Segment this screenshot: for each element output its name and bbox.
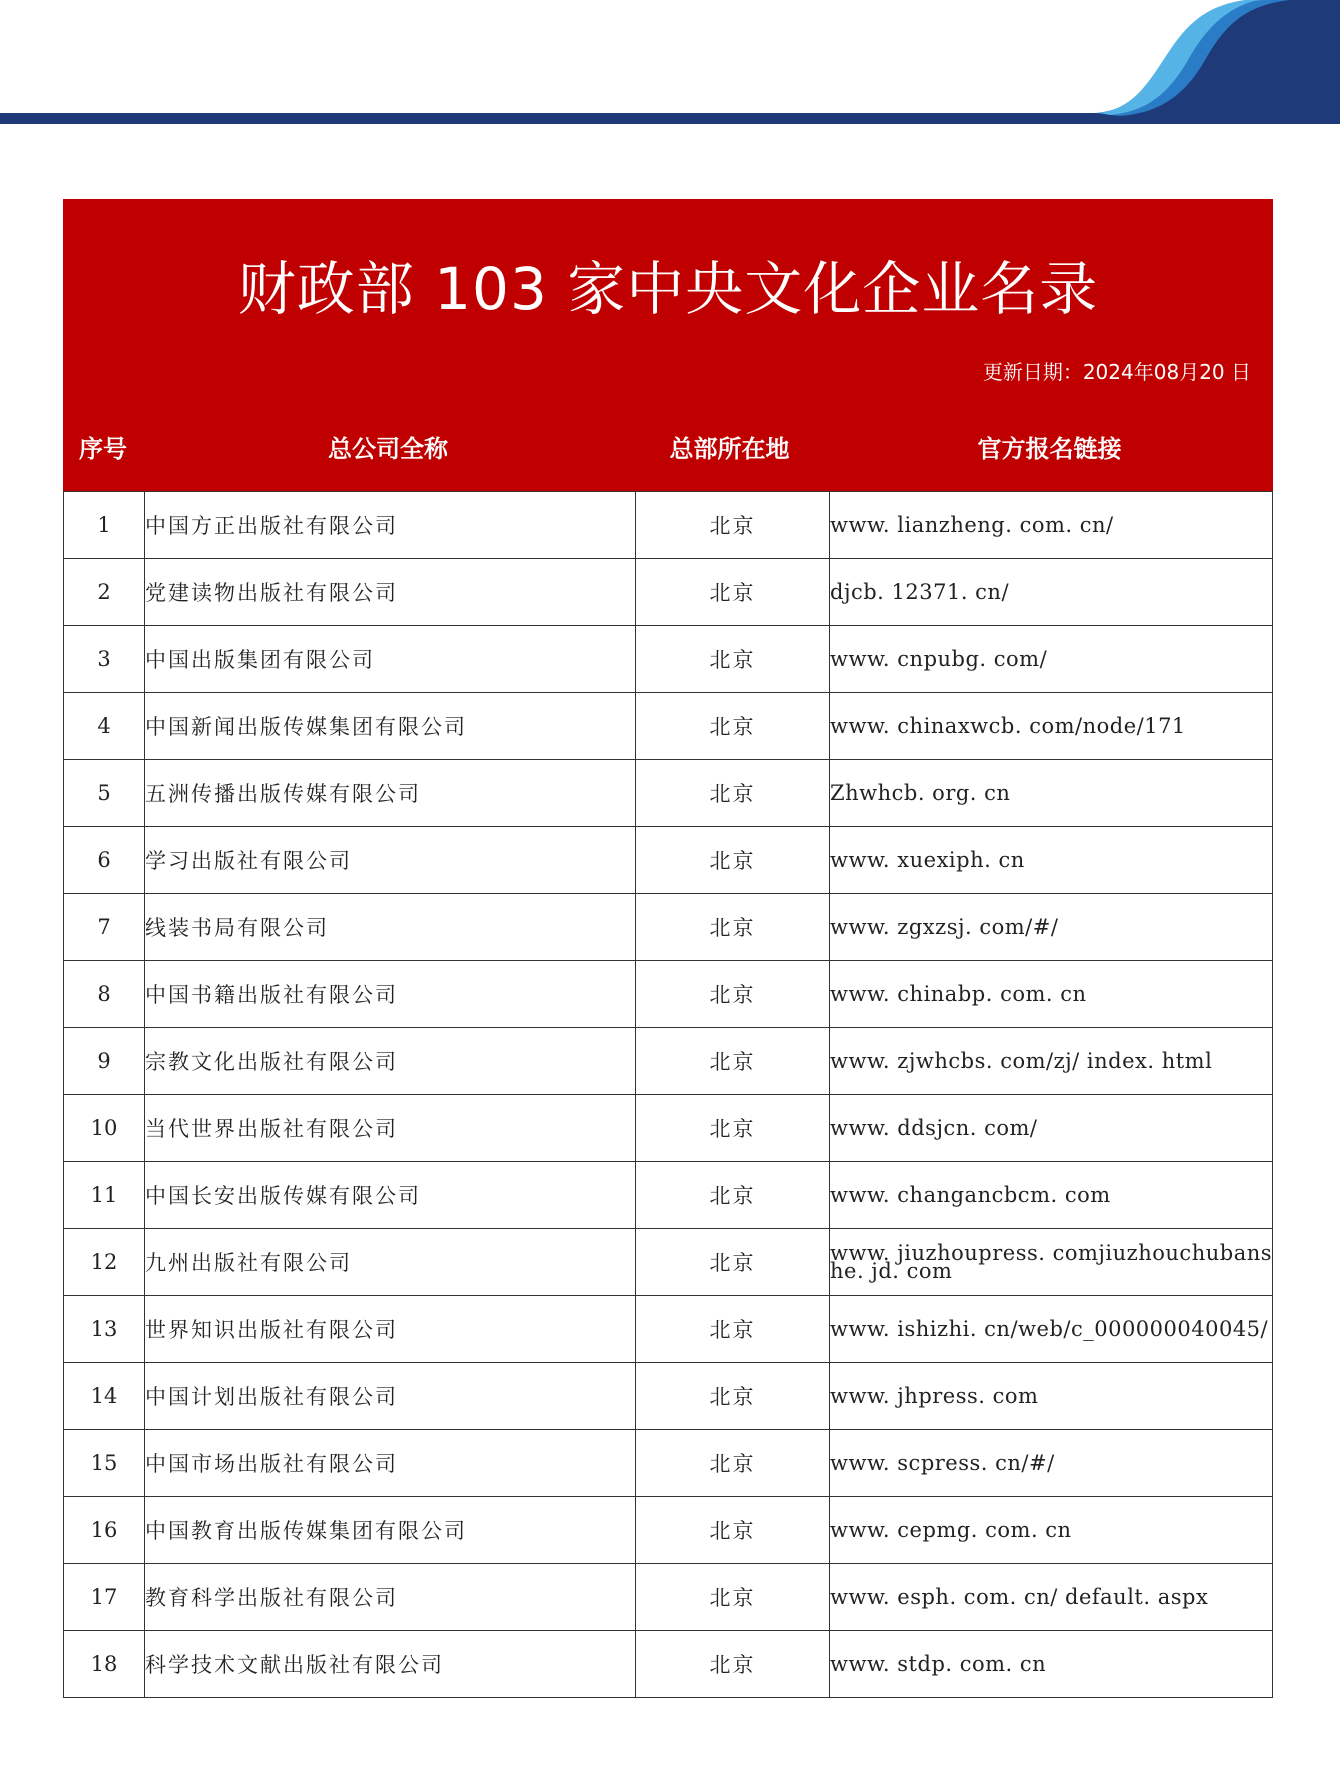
- headquarters-location: 北京: [636, 827, 830, 894]
- company-table: [63, 491, 1273, 1698]
- table-row: [64, 626, 1273, 693]
- document-title: 财政部 103 家中央文化企业名录: [237, 255, 1099, 323]
- row-index: 9: [64, 1028, 145, 1095]
- day-unit: 日: [1231, 360, 1251, 384]
- company-name: 当代世界出版社有限公司: [145, 1095, 636, 1162]
- table-row: [64, 961, 1273, 1028]
- row-index: 7: [64, 894, 145, 961]
- registration-link[interactable]: Zhwhcb. org. cn: [830, 760, 1273, 827]
- row-index: 12: [64, 1229, 145, 1296]
- company-name: 中国出版集团有限公司: [145, 626, 636, 693]
- table-row: [64, 559, 1273, 626]
- row-index: 18: [64, 1631, 145, 1698]
- headquarters-location: 北京: [636, 1028, 830, 1095]
- headquarters-location: 北京: [636, 559, 830, 626]
- update-year: 2024: [1082, 360, 1134, 384]
- table-row: [64, 1229, 1273, 1296]
- header-block: [63, 199, 1273, 491]
- registration-link[interactable]: www. cepmg. com. cn: [830, 1497, 1273, 1564]
- headquarters-location: 北京: [636, 1430, 830, 1497]
- company-name: 中国教育出版传媒集团有限公司: [145, 1497, 636, 1564]
- registration-link[interactable]: www. zjwhcbs. com/zj/ index. html: [830, 1028, 1273, 1095]
- headquarters-location: 北京: [636, 1631, 830, 1698]
- table-row: [64, 693, 1273, 760]
- company-name: 宗教文化出版社有限公司: [145, 1028, 636, 1095]
- update-date-label: 更新日期：: [982, 360, 1083, 384]
- company-name: 五洲传播出版传媒有限公司: [145, 760, 636, 827]
- column-header-company: 总公司全称: [328, 435, 448, 463]
- company-name: 中国方正出版社有限公司: [145, 492, 636, 559]
- headquarters-location: 北京: [636, 1564, 830, 1631]
- table-row: [64, 1296, 1273, 1363]
- headquarters-location: 北京: [636, 1363, 830, 1430]
- table-row: [64, 492, 1273, 559]
- company-name: 学习出版社有限公司: [145, 827, 636, 894]
- table-row: [64, 1497, 1273, 1564]
- row-index: 6: [64, 827, 145, 894]
- row-index: 11: [64, 1162, 145, 1229]
- company-name: 中国书籍出版社有限公司: [145, 961, 636, 1028]
- headquarters-location: 北京: [636, 894, 830, 961]
- headquarters-location: 北京: [636, 760, 830, 827]
- headquarters-location: 北京: [636, 1162, 830, 1229]
- table-row: [64, 1095, 1273, 1162]
- year-unit: 年: [1133, 360, 1154, 384]
- row-index: 13: [64, 1296, 145, 1363]
- registration-link[interactable]: www. ddsjcn. com/: [830, 1095, 1273, 1162]
- registration-link[interactable]: www. scpress. cn/#/: [830, 1430, 1273, 1497]
- column-header-location: 总部所在地: [669, 435, 790, 463]
- registration-link[interactable]: www. chinabp. com. cn: [830, 961, 1273, 1028]
- row-index: 10: [64, 1095, 145, 1162]
- headquarters-location: 北京: [636, 961, 830, 1028]
- registration-link[interactable]: www. xuexiph. cn: [830, 827, 1273, 894]
- update-month: 08: [1153, 360, 1180, 384]
- company-name: 中国长安出版传媒有限公司: [145, 1162, 636, 1229]
- registration-link[interactable]: www. ishizhi. cn/web/c_000000040045/: [830, 1296, 1273, 1363]
- table-row: [64, 827, 1273, 894]
- row-index: 15: [64, 1430, 145, 1497]
- headquarters-location: 北京: [636, 626, 830, 693]
- headquarters-location: 北京: [636, 492, 830, 559]
- company-name: 中国市场出版社有限公司: [145, 1430, 636, 1497]
- month-unit: 月: [1179, 360, 1200, 384]
- row-index: 8: [64, 961, 145, 1028]
- row-index: 16: [64, 1497, 145, 1564]
- table-row: [64, 1162, 1273, 1229]
- top-decorative-band: [0, 0, 1340, 130]
- company-name: 世界知识出版社有限公司: [145, 1296, 636, 1363]
- row-index: 14: [64, 1363, 145, 1430]
- row-index: 1: [64, 492, 145, 559]
- company-name: 党建读物出版社有限公司: [145, 559, 636, 626]
- row-index: 2: [64, 559, 145, 626]
- company-name: 教育科学出版社有限公司: [145, 1564, 636, 1631]
- registration-link[interactable]: www. changancbcm. com: [830, 1162, 1273, 1229]
- registration-link[interactable]: djcb. 12371. cn/: [830, 559, 1273, 626]
- table-row: [64, 1564, 1273, 1631]
- column-header-index: 序号: [79, 435, 127, 463]
- row-index: 3: [64, 626, 145, 693]
- update-date: [983, 359, 1251, 385]
- table-row: [64, 894, 1273, 961]
- company-name: 中国计划出版社有限公司: [145, 1363, 636, 1430]
- table-row: [64, 1363, 1273, 1430]
- company-name: 科学技术文献出版社有限公司: [145, 1631, 636, 1698]
- table-row: [64, 1028, 1273, 1095]
- company-name: 线装书局有限公司: [145, 894, 636, 961]
- registration-link[interactable]: www. stdp. com. cn: [830, 1631, 1273, 1698]
- registration-link[interactable]: www. esph. com. cn/ default. aspx: [830, 1564, 1273, 1631]
- registration-link[interactable]: www. jhpress. com: [830, 1363, 1273, 1430]
- registration-link[interactable]: www. chinaxwcb. com/node/171: [830, 693, 1273, 760]
- registration-link[interactable]: www. jiuzhoupress. comjiuzhouchubanshe. jd. com: [830, 1229, 1273, 1296]
- headquarters-location: 北京: [636, 1095, 830, 1162]
- column-header-link: 官方报名链接: [977, 435, 1122, 463]
- headquarters-location: 北京: [636, 1229, 830, 1296]
- headquarters-location: 北京: [636, 1497, 830, 1564]
- row-index: 4: [64, 693, 145, 760]
- table-row: [64, 1631, 1273, 1698]
- update-day: 20: [1199, 360, 1225, 384]
- registration-link[interactable]: www. lianzheng. com. cn/: [830, 492, 1273, 559]
- company-table-body: [64, 492, 1273, 1698]
- table-row: [64, 1430, 1273, 1497]
- registration-link[interactable]: www. cnpubg. com/: [830, 626, 1273, 693]
- registration-link[interactable]: www. zgxzsj. com/#/: [830, 894, 1273, 961]
- company-name: 中国新闻出版传媒集团有限公司: [145, 693, 636, 760]
- headquarters-location: 北京: [636, 1296, 830, 1363]
- row-index: 5: [64, 760, 145, 827]
- row-index: 17: [64, 1564, 145, 1631]
- company-name: 九州出版社有限公司: [145, 1229, 636, 1296]
- headquarters-location: 北京: [636, 693, 830, 760]
- table-row: [64, 760, 1273, 827]
